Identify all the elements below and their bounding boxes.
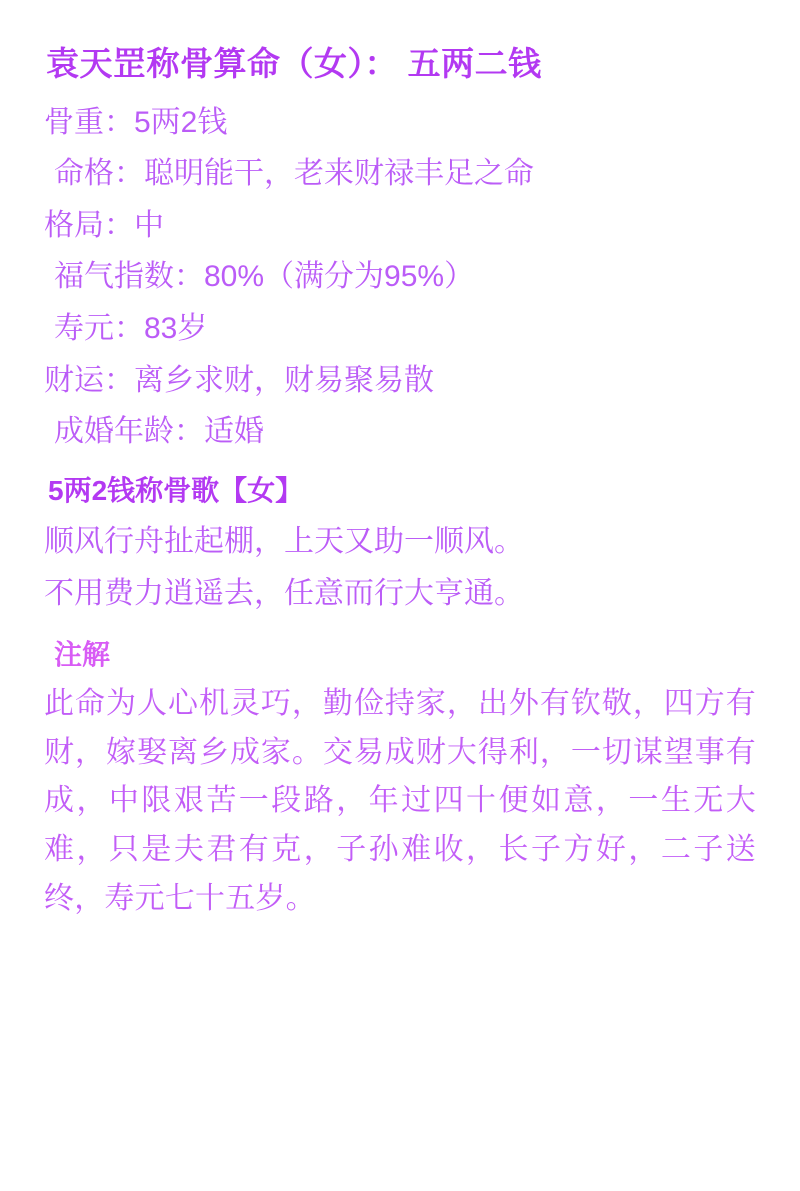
note-heading: 注解 <box>54 639 111 671</box>
page-title: 袁天罡称骨算命（女）： 五两二钱 <box>46 45 542 82</box>
song-line-1: 顺风行舟扯起棚，上天又助一顺风。 <box>44 524 524 558</box>
info-line-wealth: 财运：离乡求财，财易聚易散 <box>44 363 434 397</box>
info-line-pattern: 格局：中 <box>44 208 164 242</box>
info-line-lifespan: 寿元：83岁 <box>54 311 208 345</box>
info-line-bone-weight: 骨重：5两2钱 <box>44 105 228 139</box>
song-heading: 5两2钱称骨歌【女】 <box>48 474 304 506</box>
note-body: 此命为人心机灵巧，勤俭持家，出外有钦敬，四方有财，嫁娶离乡成家。交易成财大得利，一切谋望事有成，中限艰苦一段路，年过四十便如意，一生无大难，只是夫君有克，子孙难收，长子方好，二子送终，寿元七十五岁。 <box>44 687 756 915</box>
info-line-marriage-age: 成婚年龄：适婚 <box>54 415 264 449</box>
song-line-2: 不用费力逍遥去，任意而行大亨通。 <box>44 577 524 611</box>
info-line-fate-type: 命格：聪明能干，老来财禄丰足之命 <box>54 157 534 191</box>
info-line-fortune-index: 福气指数：80%（满分为95%） <box>54 260 475 294</box>
